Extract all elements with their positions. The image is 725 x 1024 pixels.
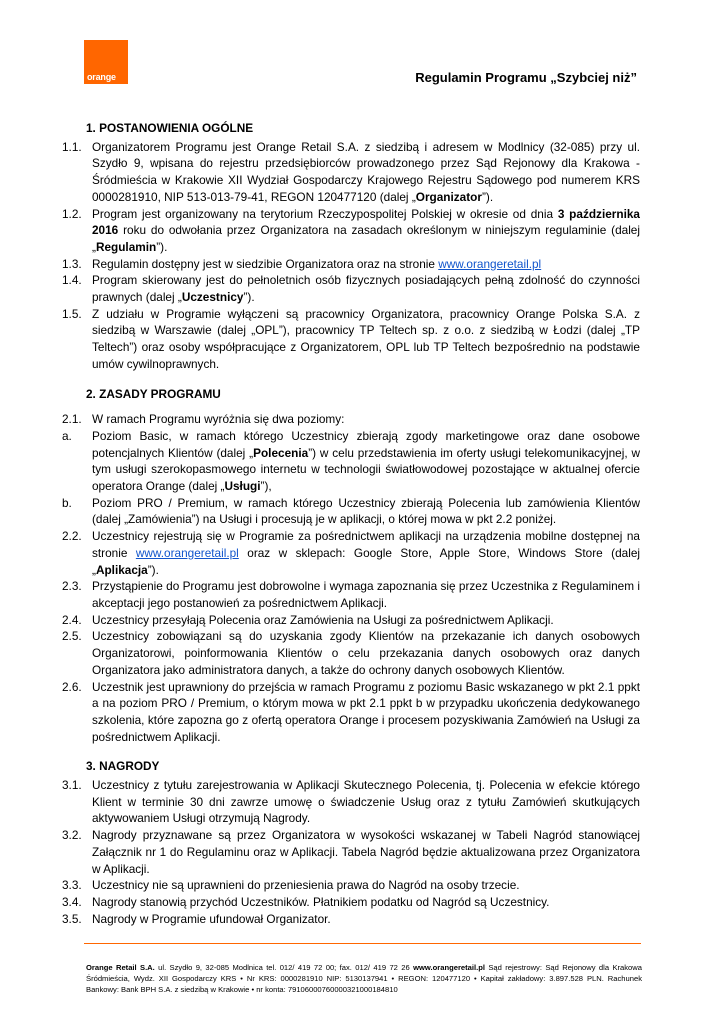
item-text: Program skierowany jest do pełnoletnich osób fizycznych posiadających pełną zdolność do czynności prawnych (dalej „Uczestnicy”).	[92, 273, 640, 305]
item-text: Uczestnicy zobowiązani są do uzyskania zgody Klientów na przekazanie ich danych osobowych Organizatorowi, poinformowania Klientów o celu przekazania danych osobowych oraz danych Organizatora jako administratora danych, a także do ochrony danych osobowych Klientów.	[92, 629, 640, 677]
orange-logo	[84, 40, 128, 84]
list-item	[62, 272, 640, 305]
item-number: 3.4.	[62, 894, 82, 909]
list-item	[62, 495, 640, 528]
list-item	[62, 777, 640, 827]
item-text: Nagrody w Programie ufundował Organizator.	[92, 911, 331, 926]
item-number: 3.1.	[62, 778, 82, 793]
item-text: Uczestnicy przesyłają Polecenia oraz Zamówienia na Usługi za pośrednictwem Aplikacji.	[92, 612, 554, 627]
list-item	[62, 578, 640, 611]
item-text: Uczestnik jest uprawniony do przejścia w ramach Programu z poziomu Basic wskazanego w pkt 2.1 ppkt a na poziom PRO / Premium, o którym mowa w pkt 2.1 ppkt b w przypadku ukończenia dedykowanego szkolenia, które zapozna go z ofertą operatora Orange i procesem pozyskiwania Zamówień na Usługi za pośrednictwem Aplikacji.	[92, 679, 640, 744]
item-text: Przystąpienie do Programu jest dobrowolne i wymaga zapoznania się przez Uczestnika z Regulaminem i akceptacji jego postanowień za pośrednictwem Aplikacji.	[92, 579, 640, 610]
item-text: Uczestnicy nie są uprawnieni do przeniesienia prawa do Nagród na osoby trzecie.	[92, 878, 520, 893]
item-number: 2.5.	[62, 629, 82, 644]
item-number: 3.2.	[62, 828, 82, 843]
section-2-heading: 2. ZASADY PROGRAMU	[86, 386, 221, 401]
item-letter: a.	[62, 428, 72, 443]
list-item	[62, 139, 640, 206]
footer-registry: Sąd rejestrowy: Sąd Rejonowy dla Krakowa Śródmieścia, Wydz. XII Gospodarczy KRS • Nr KRS: 0000281910 NIP: 5130137941 • REGON: 120477120 • Kapitał zakładowy: 3.897.528 PLN. Rachunek Bankowy: Bank BPH S.A. z siedzibą w Krakowie • nr konta: 79106000760000321000184810	[86, 963, 642, 994]
item-text: Program jest organizowany na terytorium Rzeczypospolitej Polskiej w okresie od dnia 3 października 2016 roku do odwołania przez Organizatora na zasadach określonym w niniejszym regulaminie (dalej „Regulamin”).	[92, 206, 640, 254]
section-3-heading: 3. NAGRODY	[86, 759, 160, 774]
item-number: 2.2.	[62, 529, 82, 544]
list-item	[62, 911, 640, 928]
section-1-heading: 1. POSTANOWIENIA OGÓLNE	[86, 121, 254, 135]
item-number: 2.1.	[62, 412, 82, 427]
item-text: Regulamin dostępny jest w siedzibie Organizatora oraz na stronie www.orangeretail.pl	[92, 256, 542, 271]
list-item	[62, 877, 640, 894]
item-text: Poziom PRO / Premium, w ramach którego Uczestnicy zbierają Polecenia lub zamówienia Klientów (dalej „Zamówienia”) na Usługi i procesują je w aplikacji, o której mowa w pkt 2.2 poniżej.	[92, 495, 640, 527]
item-number: 1.3.	[62, 256, 82, 271]
list-item	[62, 411, 640, 428]
list-item	[62, 206, 640, 256]
item-text: Poziom Basic, w ramach którego Uczestnicy zbierają zgody marketingowe oraz dane osobowe potencjalnych Klientów (dalej „Polecenia”) w celu przedstawienia im oferty usługi telekomunikacyjnej, w tym usługi szerokopasmowego internetu w technologii światłowodowej pozostające w aktualnej ofercie operatora Orange (dalej „Usługi”),	[92, 428, 640, 494]
item-text: Nagrody stanowią przychód Uczestników. Płatnikiem podatku od Nagród są Uczestnicy.	[92, 894, 550, 909]
list-item	[62, 428, 640, 495]
footer-address: ul. Szydło 9, 32-085 Modlnica tel. 012/ 419 72 00; fax. 012/ 419 72 26	[154, 963, 414, 972]
item-text: Nagrody przyznawane są przez Organizatora w wysokości wskazanej w Tabeli Nagród stanowiącej Załącznik nr 1 do Regulaminu oraz w Aplikacji. Tabela Nagród będzie aktualizowana przez Organizatora w Aplikacji.	[92, 828, 640, 876]
footer-website: www.orangeretail.pl	[413, 963, 485, 972]
list-item	[62, 306, 640, 373]
list-item	[62, 256, 640, 273]
footer-company: Orange Retail S.A.	[86, 963, 155, 972]
item-number: 1.2.	[62, 206, 82, 221]
website-link[interactable]: www.orangeretail.pl	[135, 545, 239, 560]
website-link[interactable]: www.orangeretail.pl	[438, 256, 542, 271]
item-number: 2.3.	[62, 579, 82, 594]
item-number: 1.5.	[62, 306, 82, 321]
list-item	[62, 528, 640, 578]
list-item	[62, 628, 640, 678]
item-number: 1.4.	[62, 273, 82, 288]
list-item	[62, 679, 640, 746]
list-item	[62, 612, 640, 629]
list-item	[62, 827, 640, 877]
item-text: Z udziału w Programie wyłączeni są pracownicy Organizatora, pracownicy Orange Polska S.A. z siedzibą w Warszawie (dalej „OPL”), pracownicy TP Teltech sp. z o.o. z siedzibą w Łodzi (dalej „TP Teltech”) oraz osoby współpracujące z Organizatorem, OPL lub TP Teltech bezpośrednio na podstawie umów cywilnoprawnych.	[92, 306, 640, 371]
item-text: Organizatorem Programu jest Orange Retail S.A. z siedzibą i adresem w Modlnicy (32-085) przy ul. Szydło 9, wpisana do rejestru przedsiębiorców prowadzonego przez Sąd Rejonowy dla Krakowa - Śródmieścia w Krakowie XII Wydział Gospodarczy Krajowego Rejestru Sądowego pod numerem KRS 0000281910, NIP 513-013-79-41, REGON 120477120 (dalej „Organizator”).	[92, 139, 640, 204]
item-number: 2.4.	[62, 612, 82, 627]
list-item	[62, 894, 640, 911]
item-text: Uczestnicy rejestrują się w Programie za pośrednictwem aplikacji na urządzenia mobilne dostępnej na stronie www.orangeretail.pl oraz w sklepach: Google Store, Apple Store, Windows Store (dalej „Aplikacja”).	[92, 529, 640, 577]
item-number: 2.6.	[62, 679, 82, 694]
item-text: Uczestnicy z tytułu zarejestrowania w Aplikacji Skutecznego Polecenia, tj. Polecenia w efekcie którego Klient w terminie 30 dni zawrze umowę o świadczenie Usług oraz z tytułu Zamówień skutkujących aktywowaniem Usługi otrzymują Nagrody.	[92, 778, 640, 826]
footer-divider	[84, 943, 641, 944]
document-body	[62, 120, 640, 927]
item-text: W ramach Programu wyróżnia się dwa poziomy:	[92, 412, 345, 427]
logo-text: orange	[87, 72, 116, 82]
item-number: 3.3.	[62, 878, 82, 893]
document-title: Regulamin Programu „Szybciej niż”	[415, 70, 637, 85]
item-letter: b.	[62, 495, 72, 510]
item-number: 1.1.	[62, 139, 82, 154]
item-number: 3.5.	[62, 911, 82, 926]
page-footer	[86, 962, 642, 995]
